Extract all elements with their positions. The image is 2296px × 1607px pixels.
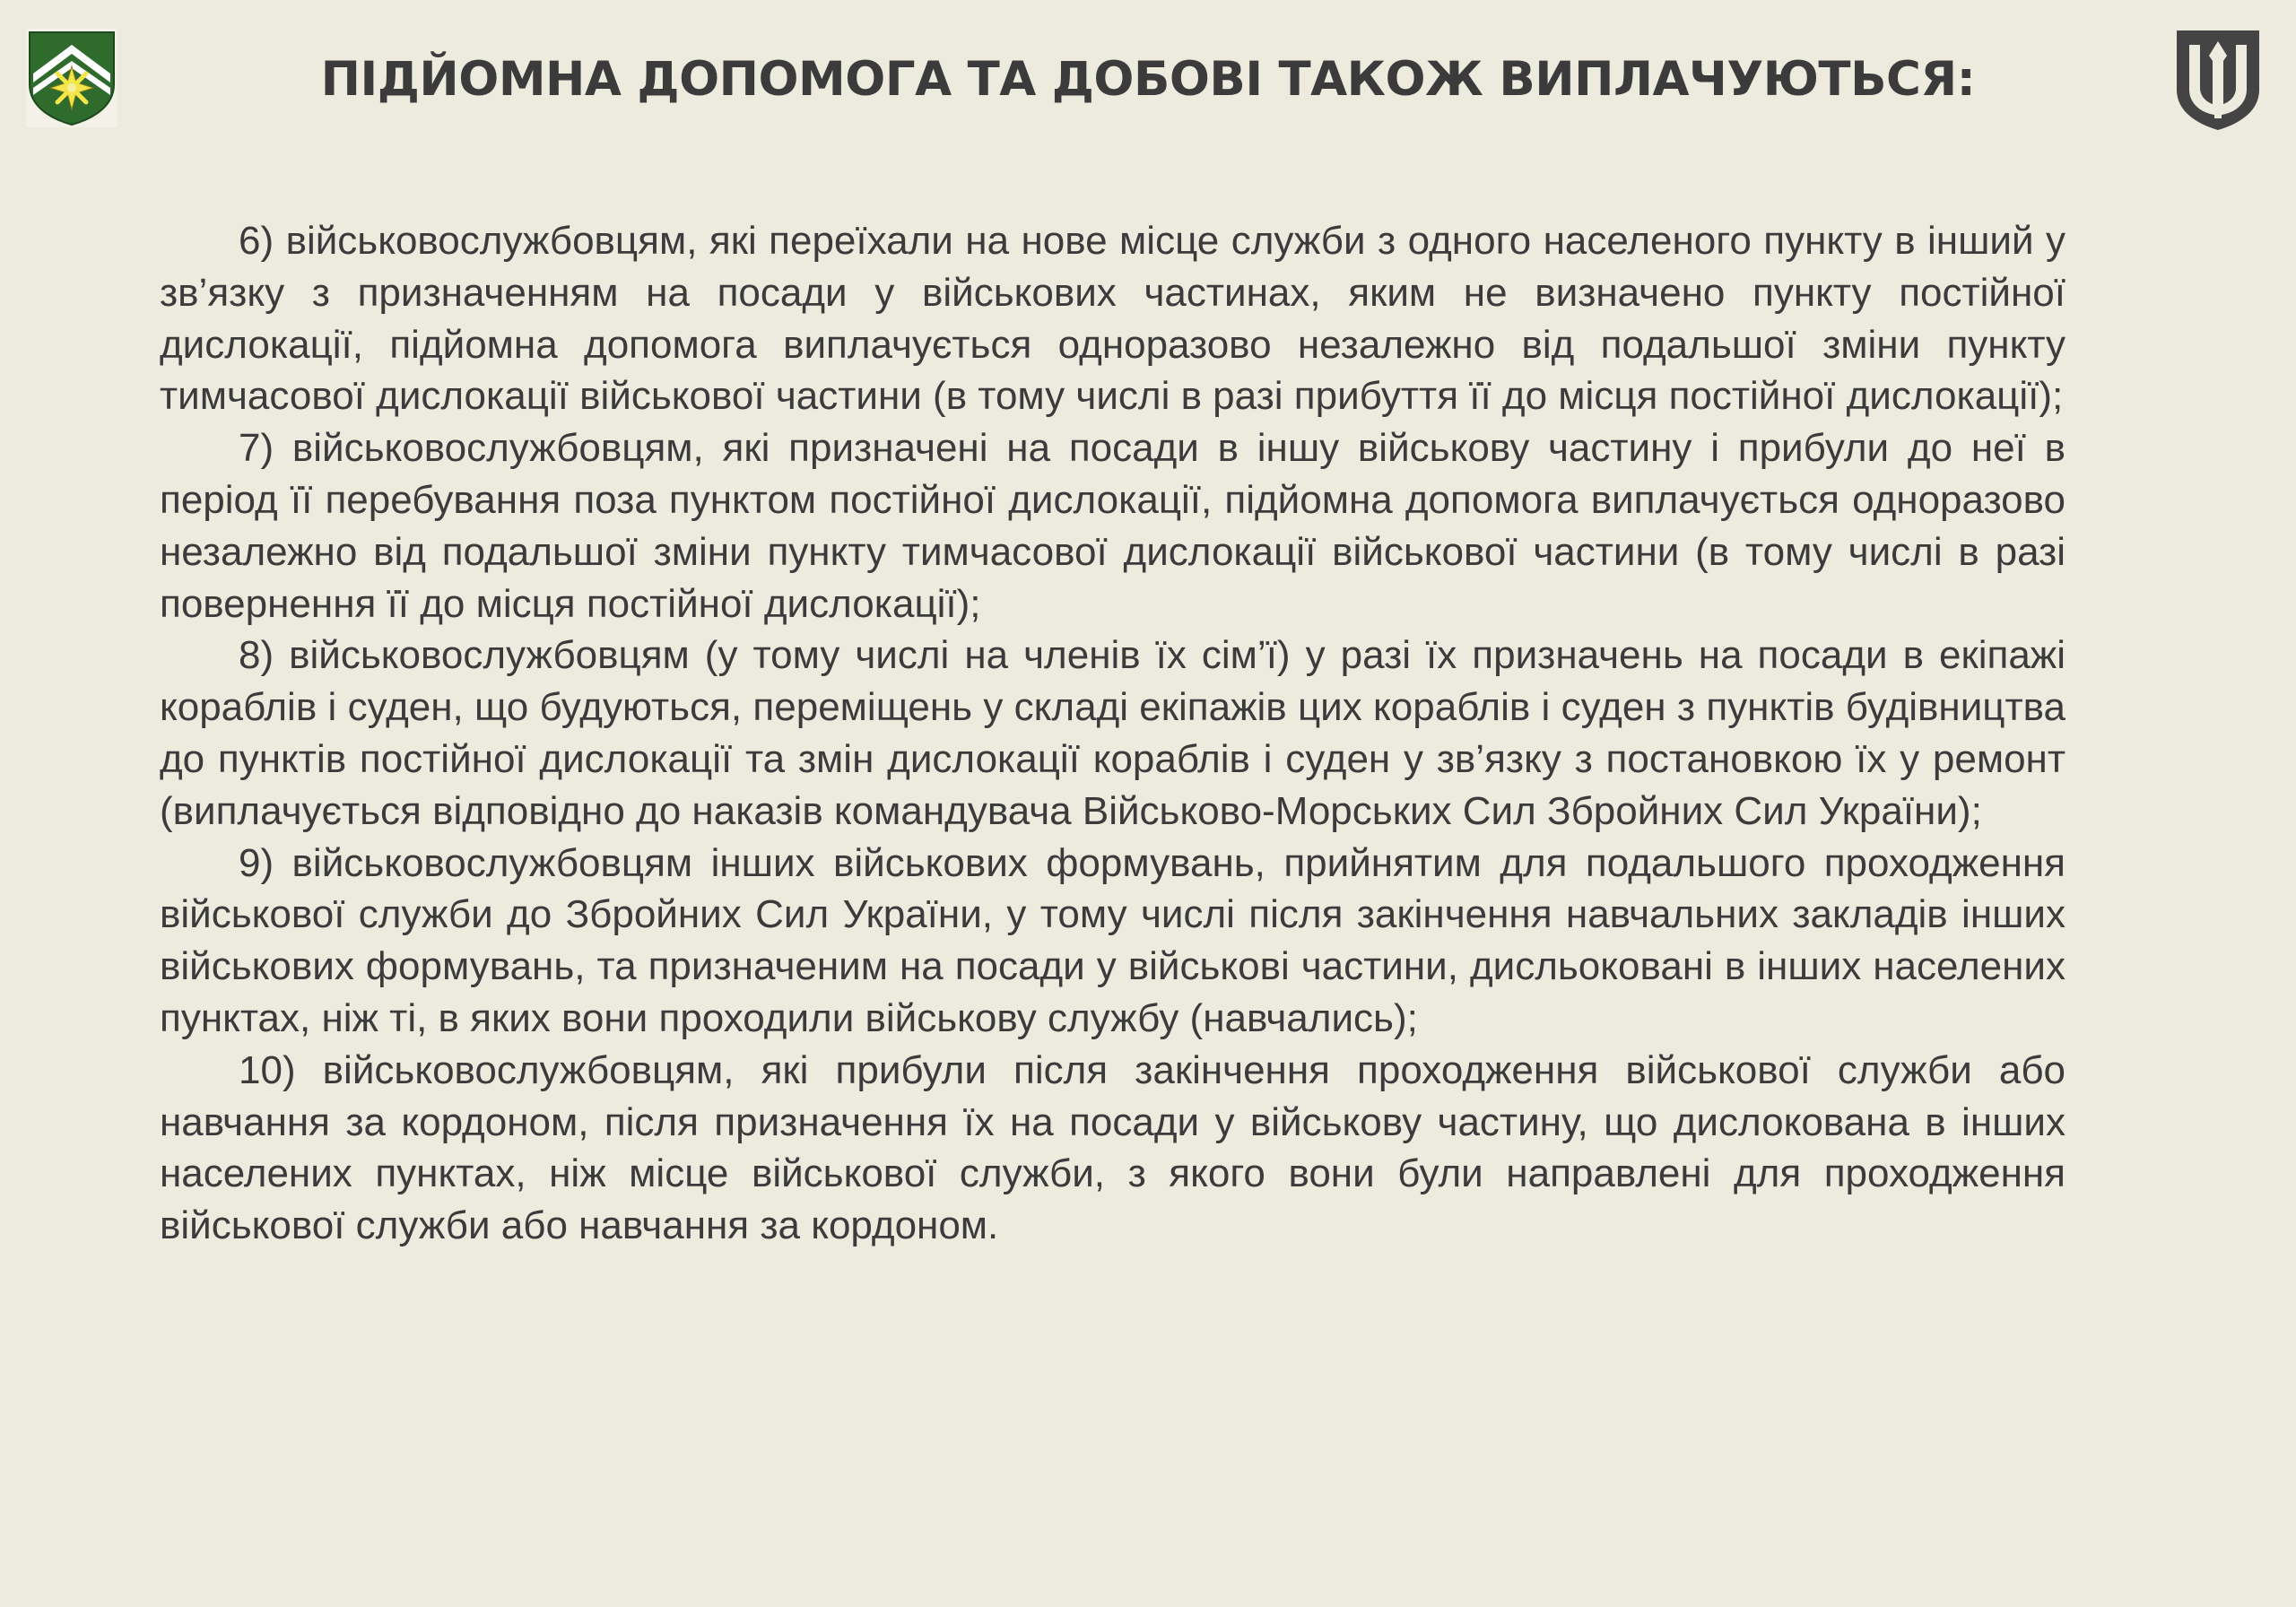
paragraph-item-6: 6) військовослужбовцям, які переїхали на нове місце служби з одного населеного пункту в інший у зв’язку з призначенням на посади у військових частинах, яким не визначено пункту постійної дислокації, підйомна допомога виплачується одноразово незалежно від подальшої зміни пункту тимчасової дислокації військової частини (в тому числі в разі прибуття її до місця постійної дислокації); xyxy=(160,219,2066,419)
trident-shield-emblem-icon xyxy=(2171,25,2265,133)
paragraph-item-10: 10) військовослужбовцям, які прибули після закінчення проходження військової служби або навчання за кордоном, після призначення їх на посади у військову частину, що дислокована в інших населених пунктах, ніж місце військової служби, з якого вони були направлені для проходження військової служби або навчання за кордоном. xyxy=(160,1047,2066,1248)
document-body xyxy=(160,215,2066,1252)
paragraph-item-7: 7) військовослужбовцям, які призначені на посади в іншу військову частину і прибули до неї в період її перебування поза пунктом постійної дислокації, підйомна допомога виплачується одноразово незалежно від подальшої зміни пункту тимчасової дислокації військової частини (в тому числі в разі повернення її до місця постійної дислокації); xyxy=(160,426,2066,626)
paragraph-item-8: 8) військовослужбовцям (у тому числі на членів їх сім’ї) у разі їх призначень на посади в екіпажі кораблів і суден, що будуються, переміщень у складі екіпажів цих кораблів і суден з пунктів будівництва до пунктів постійної дислокації та змін дислокації кораблів і суден у зв’язку з постановкою їх у ремонт (виплачується відповідно до наказів командувача Військово-Морських Сил Збройних Сил України); xyxy=(160,633,2066,833)
paragraph-item-9: 9) військовослужбовцям інших військових формувань, прийнятим для подальшого проходження військової служби до Збройних Сил України, у тому числі після закінчення навчальних закладів інших військових формувань, та призначеним на посади у військові частини, дисльоковані в інших населених пунктах, ніж ті, в яких вони проходили військову службу (навчались); xyxy=(160,840,2066,1040)
unit-shield-emblem-icon xyxy=(26,29,117,127)
page-title: ПІДЙОМНА ДОПОМОГА ТА ДОБОВІ ТАКОЖ ВИПЛАЧУЮТЬСЯ: xyxy=(320,52,1976,107)
